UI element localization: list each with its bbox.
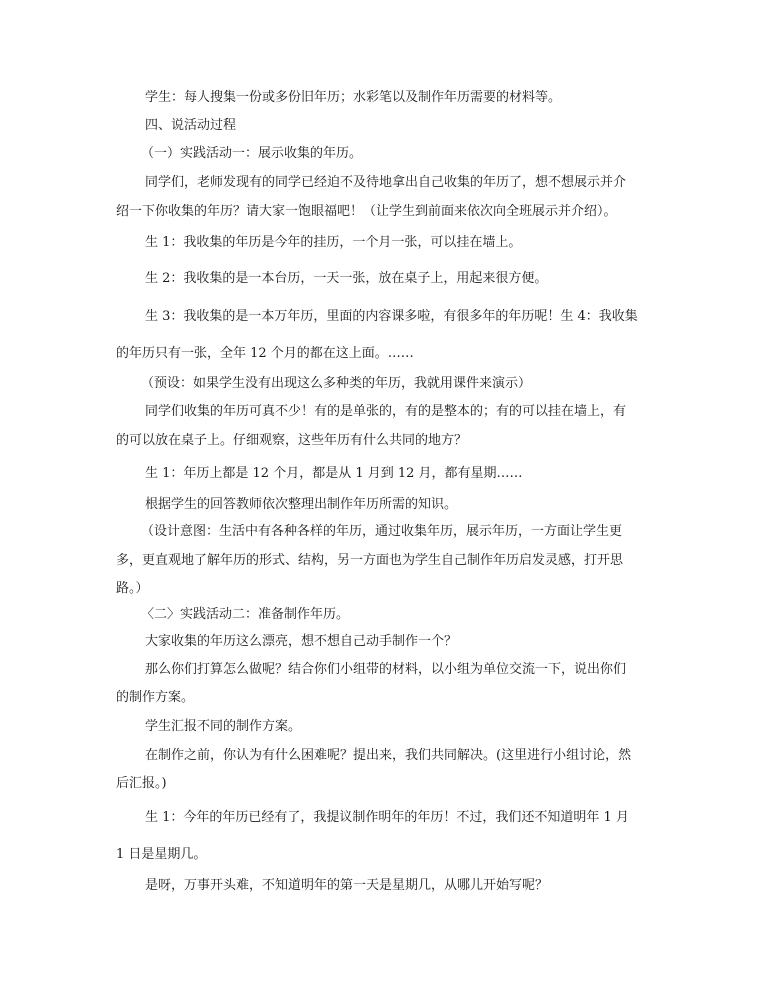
line-20: 那么你们打算怎么做呢？结合你们小组带的材料，以小组为单位交流一下，说出你们 — [145, 662, 627, 677]
line-4: 同学们，老师发现有的同学已经迫不及待地拿出自己收集的年历了，想不想展示并介 — [145, 175, 627, 190]
line-8: 生 3：我收集的是一本万年历，里面的内容课多啦，有很多年的年历呢！生 4：我收集 — [145, 309, 638, 324]
line-25: 生 1：今年的年历已经有了，我提议制作明年的年历！不过，我们还不知道明年 1 月 — [145, 810, 629, 825]
line-24: 后汇报。) — [116, 776, 167, 791]
line-6: 生 1：我收集的年历是今年的挂历，一个月一张，可以挂在墙上。 — [145, 235, 522, 250]
line-10: （预设：如果学生没有出现这么多种类的年历，我就用课件来演示） — [141, 376, 532, 391]
line-7: 生 2：我收集的是一本台历，一天一张，放在桌子上，用起来很方便。 — [145, 271, 548, 286]
line-27: 是呀，万事开头难，不知道明年的第一天是星期几，从哪儿开始写呢？ — [145, 878, 549, 893]
line-9: 的年历只有一张，全年 12 个月的都在这上面。…… — [116, 346, 414, 361]
line-2: 四、说活动过程 — [145, 118, 237, 133]
line-14: 根据学生的回答教师依次整理出制作年历所需的知识。 — [145, 497, 458, 512]
line-5: 绍一下你收集的年历？请大家一饱眼福吧！（让学生到前面来依次向全班展示并介绍）。 — [116, 204, 617, 219]
line-3: （一）实践活动一：展示收集的年历。 — [141, 146, 363, 161]
line-11: 同学们收集的年历可真不少！有的是单张的，有的是整本的；有的可以挂在墙上，有 — [145, 404, 627, 419]
line-17: 路。） — [116, 581, 149, 596]
line-13: 生 1：年历上都是 12 个月，都是从 1 月到 12 月，都有星期…… — [145, 466, 523, 481]
line-23: 在制作之前，你认为有什么困难呢？提出来，我们共同解决。(这里进行小组讨论，然 — [145, 748, 632, 763]
line-12: 的可以放在桌子上。仔细观察，这些年历有什么共同的地方？ — [116, 433, 468, 448]
line-18: 〈二〉实践活动二：准备制作年历。 — [141, 607, 350, 622]
line-1: 学生：每人搜集一份或多份旧年历；水彩笔以及制作年历需要的材料等。 — [145, 90, 562, 105]
line-15: （设计意图：生活中有各种各样的年历，通过收集年历，展示年历，一方面让学生更 — [141, 524, 623, 539]
line-26: 1 日是星期几。 — [116, 847, 207, 862]
line-19: 大家收集的年历这么漂亮，想不想自己动手制作一个？ — [145, 634, 458, 649]
line-16: 多，更直观地了解年历的形式、结构，另一方面也为学生自己制作年历启发灵感，打开思 — [116, 553, 624, 568]
line-22: 学生汇报不同的制作方案。 — [145, 719, 302, 734]
line-21: 的制作方案。 — [116, 690, 195, 705]
